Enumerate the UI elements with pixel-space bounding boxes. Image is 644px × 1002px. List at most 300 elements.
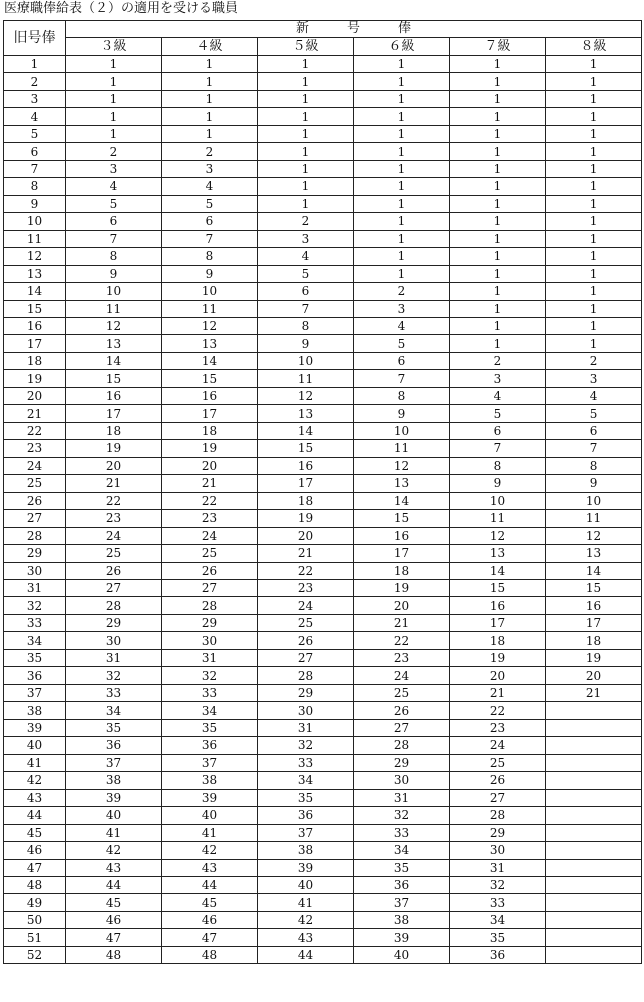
old-step-cell: 14	[4, 283, 66, 300]
grade3-cell: 7	[66, 230, 162, 247]
old-step-cell: 20	[4, 387, 66, 404]
old-step-cell: 4	[4, 108, 66, 125]
header-row-top	[4, 21, 642, 38]
grade4-cell: 8	[162, 248, 258, 265]
grade7-cell: 1	[450, 317, 546, 334]
grade5-cell: 1	[258, 90, 354, 107]
old-step-cell: 6	[4, 143, 66, 160]
grade3-cell: 33	[66, 684, 162, 701]
grade6-cell: 4	[354, 317, 450, 334]
grade4-cell: 26	[162, 562, 258, 579]
grade3-cell: 29	[66, 614, 162, 631]
grade8-cell: 9	[546, 475, 642, 492]
old-step-cell: 27	[4, 510, 66, 527]
grade3-cell: 22	[66, 492, 162, 509]
old-step-cell: 16	[4, 317, 66, 334]
grade5-cell: 44	[258, 946, 354, 963]
old-step-cell: 25	[4, 475, 66, 492]
grade3-cell: 44	[66, 876, 162, 893]
grade8-cell: 12	[546, 527, 642, 544]
grade6-cell: 17	[354, 545, 450, 562]
old-step-cell: 47	[4, 859, 66, 876]
grade8-cell: 19	[546, 649, 642, 666]
grade7-cell: 17	[450, 614, 546, 631]
grade6-cell: 25	[354, 684, 450, 701]
grade3-cell: 43	[66, 859, 162, 876]
table-row	[4, 73, 642, 90]
grade6-cell: 38	[354, 911, 450, 928]
grade5-cell: 34	[258, 772, 354, 789]
grade5-cell: 6	[258, 283, 354, 300]
grade6-cell: 39	[354, 929, 450, 946]
grade3-cell: 17	[66, 405, 162, 422]
grade6-cell: 29	[354, 754, 450, 771]
table-row	[4, 387, 642, 404]
grade6-cell: 10	[354, 422, 450, 439]
grade8-cell	[546, 859, 642, 876]
grade7-cell: 1	[450, 195, 546, 212]
grade5-cell: 1	[258, 55, 354, 72]
grade3-cell: 2	[66, 143, 162, 160]
grade6-cell: 5	[354, 335, 450, 352]
grade3-cell: 19	[66, 440, 162, 457]
grade3-cell: 5	[66, 195, 162, 212]
grade6-cell: 1	[354, 160, 450, 177]
grade6-cell: 11	[354, 440, 450, 457]
grade8-cell: 16	[546, 597, 642, 614]
grade8-cell	[546, 702, 642, 719]
grade4-cell: 16	[162, 387, 258, 404]
grade-header: ５級	[258, 38, 354, 55]
table-row	[4, 90, 642, 107]
grade4-cell: 3	[162, 160, 258, 177]
grade4-cell: 48	[162, 946, 258, 963]
table-row	[4, 283, 642, 300]
table-row	[4, 108, 642, 125]
grade8-cell	[546, 807, 642, 824]
old-step-cell: 31	[4, 580, 66, 597]
grade7-cell: 13	[450, 545, 546, 562]
table-row	[4, 772, 642, 789]
grade3-cell: 23	[66, 510, 162, 527]
grade8-cell: 1	[546, 265, 642, 282]
table-row	[4, 719, 642, 736]
grade8-cell: 1	[546, 283, 642, 300]
old-step-cell: 35	[4, 649, 66, 666]
grade3-cell: 18	[66, 422, 162, 439]
grade3-cell: 28	[66, 597, 162, 614]
grade7-cell: 20	[450, 667, 546, 684]
grade3-cell: 16	[66, 387, 162, 404]
grade7-cell: 28	[450, 807, 546, 824]
grade3-cell: 41	[66, 824, 162, 841]
document-title: 医療職俸給表（２）の適用を受ける職員	[4, 1, 239, 16]
grade5-cell: 1	[258, 195, 354, 212]
table-row	[4, 527, 642, 544]
table-row	[4, 702, 642, 719]
old-step-cell: 41	[4, 754, 66, 771]
grade5-cell: 29	[258, 684, 354, 701]
grade6-cell: 35	[354, 859, 450, 876]
grade3-cell: 3	[66, 160, 162, 177]
grade7-cell: 1	[450, 335, 546, 352]
table-row	[4, 178, 642, 195]
grade4-cell: 10	[162, 283, 258, 300]
grade5-cell: 37	[258, 824, 354, 841]
grade6-cell: 34	[354, 842, 450, 859]
old-step-cell: 23	[4, 440, 66, 457]
salary-conversion-table	[3, 20, 642, 964]
table-row	[4, 335, 642, 352]
grade8-cell	[546, 946, 642, 963]
old-step-cell: 26	[4, 492, 66, 509]
grade-header: ３級	[66, 38, 162, 55]
grade4-cell: 14	[162, 352, 258, 369]
old-step-cell: 32	[4, 597, 66, 614]
grade8-cell: 10	[546, 492, 642, 509]
grade6-cell: 22	[354, 632, 450, 649]
grade8-cell	[546, 737, 642, 754]
grade3-cell: 42	[66, 842, 162, 859]
grade7-cell: 36	[450, 946, 546, 963]
grade6-cell: 20	[354, 597, 450, 614]
grade7-cell: 9	[450, 475, 546, 492]
grade3-cell: 1	[66, 90, 162, 107]
grade3-cell: 36	[66, 737, 162, 754]
old-step-header: 旧号俸	[4, 21, 66, 56]
grade6-cell: 18	[354, 562, 450, 579]
grade6-cell: 1	[354, 230, 450, 247]
new-step-header: 新号俸	[66, 21, 642, 38]
grade4-cell: 18	[162, 422, 258, 439]
old-step-cell: 21	[4, 405, 66, 422]
grade7-cell: 2	[450, 352, 546, 369]
grade3-cell: 9	[66, 265, 162, 282]
grade6-cell: 1	[354, 55, 450, 72]
old-step-cell: 46	[4, 842, 66, 859]
grade8-cell: 15	[546, 580, 642, 597]
old-step-cell: 3	[4, 90, 66, 107]
grade4-cell: 28	[162, 597, 258, 614]
grade4-cell: 1	[162, 90, 258, 107]
old-step-cell: 36	[4, 667, 66, 684]
grade6-cell: 1	[354, 178, 450, 195]
grade3-cell: 30	[66, 632, 162, 649]
old-step-cell: 7	[4, 160, 66, 177]
grade4-cell: 39	[162, 789, 258, 806]
table-row	[4, 510, 642, 527]
grade5-cell: 1	[258, 125, 354, 142]
grade8-cell: 1	[546, 73, 642, 90]
old-step-cell: 1	[4, 55, 66, 72]
grade7-cell: 35	[450, 929, 546, 946]
grade8-cell: 1	[546, 178, 642, 195]
grade4-cell: 47	[162, 929, 258, 946]
grade5-cell: 18	[258, 492, 354, 509]
grade7-cell: 18	[450, 632, 546, 649]
table-row	[4, 457, 642, 474]
grade7-cell: 16	[450, 597, 546, 614]
grade7-cell: 30	[450, 842, 546, 859]
grade5-cell: 31	[258, 719, 354, 736]
grade5-cell: 5	[258, 265, 354, 282]
grade4-cell: 5	[162, 195, 258, 212]
grade5-cell: 2	[258, 213, 354, 230]
grade4-cell: 24	[162, 527, 258, 544]
grade7-cell: 1	[450, 248, 546, 265]
grade5-cell: 19	[258, 510, 354, 527]
grade3-cell: 47	[66, 929, 162, 946]
grade7-cell: 24	[450, 737, 546, 754]
old-step-cell: 28	[4, 527, 66, 544]
grade3-cell: 20	[66, 457, 162, 474]
grade4-cell: 44	[162, 876, 258, 893]
grade7-cell: 8	[450, 457, 546, 474]
grade7-cell: 1	[450, 160, 546, 177]
grade6-cell: 16	[354, 527, 450, 544]
grade8-cell: 1	[546, 108, 642, 125]
grade4-cell: 45	[162, 894, 258, 911]
grade8-cell: 1	[546, 195, 642, 212]
grade3-cell: 39	[66, 789, 162, 806]
grade5-cell: 42	[258, 911, 354, 928]
grade3-cell: 1	[66, 73, 162, 90]
grade5-cell: 12	[258, 387, 354, 404]
grade7-cell: 6	[450, 422, 546, 439]
grade6-cell: 1	[354, 213, 450, 230]
grade3-cell: 32	[66, 667, 162, 684]
table-row	[4, 614, 642, 631]
grade7-cell: 1	[450, 73, 546, 90]
grade3-cell: 13	[66, 335, 162, 352]
grade7-cell: 34	[450, 911, 546, 928]
old-step-cell: 50	[4, 911, 66, 928]
header-row-grades	[4, 38, 642, 55]
old-step-cell: 49	[4, 894, 66, 911]
grade8-cell	[546, 842, 642, 859]
table-row	[4, 649, 642, 666]
grade5-cell: 24	[258, 597, 354, 614]
grade8-cell: 2	[546, 352, 642, 369]
grade-header: ８級	[546, 38, 642, 55]
grade4-cell: 25	[162, 545, 258, 562]
grade7-cell: 23	[450, 719, 546, 736]
grade5-cell: 23	[258, 580, 354, 597]
old-step-cell: 44	[4, 807, 66, 824]
grade8-cell: 18	[546, 632, 642, 649]
grade6-cell: 1	[354, 125, 450, 142]
grade4-cell: 46	[162, 911, 258, 928]
grade5-cell: 16	[258, 457, 354, 474]
grade8-cell: 5	[546, 405, 642, 422]
old-step-cell: 9	[4, 195, 66, 212]
old-step-cell: 29	[4, 545, 66, 562]
grade8-cell: 1	[546, 55, 642, 72]
grade7-cell: 33	[450, 894, 546, 911]
grade6-cell: 1	[354, 73, 450, 90]
grade4-cell: 7	[162, 230, 258, 247]
old-step-cell: 40	[4, 737, 66, 754]
grade3-cell: 27	[66, 580, 162, 597]
table-row	[4, 370, 642, 387]
grade8-cell	[546, 911, 642, 928]
grade7-cell: 26	[450, 772, 546, 789]
grade6-cell: 40	[354, 946, 450, 963]
grade5-cell: 10	[258, 352, 354, 369]
grade-header: ４級	[162, 38, 258, 55]
grade4-cell: 4	[162, 178, 258, 195]
table-row	[4, 842, 642, 859]
table-row	[4, 737, 642, 754]
grade6-cell: 30	[354, 772, 450, 789]
grade7-cell: 1	[450, 265, 546, 282]
grade6-cell: 26	[354, 702, 450, 719]
grade4-cell: 41	[162, 824, 258, 841]
grade7-cell: 11	[450, 510, 546, 527]
old-step-cell: 34	[4, 632, 66, 649]
grade5-cell: 4	[258, 248, 354, 265]
grade3-cell: 31	[66, 649, 162, 666]
grade3-cell: 26	[66, 562, 162, 579]
old-step-cell: 42	[4, 772, 66, 789]
grade7-cell: 10	[450, 492, 546, 509]
grade6-cell: 31	[354, 789, 450, 806]
table-row	[4, 876, 642, 893]
grade8-cell	[546, 719, 642, 736]
old-step-cell: 30	[4, 562, 66, 579]
grade8-cell	[546, 754, 642, 771]
grade8-cell	[546, 929, 642, 946]
grade6-cell: 1	[354, 195, 450, 212]
old-step-cell: 52	[4, 946, 66, 963]
grade5-cell: 22	[258, 562, 354, 579]
grade5-cell: 7	[258, 300, 354, 317]
grade7-cell: 15	[450, 580, 546, 597]
old-step-cell: 18	[4, 352, 66, 369]
table-row	[4, 580, 642, 597]
grade6-cell: 1	[354, 265, 450, 282]
grade5-cell: 1	[258, 160, 354, 177]
grade4-cell: 22	[162, 492, 258, 509]
grade7-cell: 1	[450, 213, 546, 230]
grade6-cell: 1	[354, 90, 450, 107]
table-row	[4, 317, 642, 334]
grade4-cell: 27	[162, 580, 258, 597]
old-step-cell: 10	[4, 213, 66, 230]
grade6-cell: 2	[354, 283, 450, 300]
grade4-cell: 35	[162, 719, 258, 736]
grade4-cell: 19	[162, 440, 258, 457]
grade3-cell: 46	[66, 911, 162, 928]
table-row	[4, 667, 642, 684]
grade4-cell: 34	[162, 702, 258, 719]
grade6-cell: 6	[354, 352, 450, 369]
grade4-cell: 31	[162, 649, 258, 666]
grade7-cell: 25	[450, 754, 546, 771]
grade3-cell: 48	[66, 946, 162, 963]
grade3-cell: 40	[66, 807, 162, 824]
old-step-cell: 51	[4, 929, 66, 946]
grade4-cell: 17	[162, 405, 258, 422]
grade6-cell: 33	[354, 824, 450, 841]
grade-header: ７級	[450, 38, 546, 55]
grade3-cell: 15	[66, 370, 162, 387]
grade8-cell: 1	[546, 317, 642, 334]
old-step-cell: 19	[4, 370, 66, 387]
grade7-cell: 4	[450, 387, 546, 404]
grade7-cell: 3	[450, 370, 546, 387]
grade4-cell: 23	[162, 510, 258, 527]
grade4-cell: 30	[162, 632, 258, 649]
grade5-cell: 1	[258, 108, 354, 125]
old-step-cell: 11	[4, 230, 66, 247]
grade5-cell: 41	[258, 894, 354, 911]
table-row	[4, 230, 642, 247]
grade8-cell: 1	[546, 300, 642, 317]
grade7-cell: 14	[450, 562, 546, 579]
table-row	[4, 632, 642, 649]
grade6-cell: 19	[354, 580, 450, 597]
grade3-cell: 45	[66, 894, 162, 911]
grade6-cell: 1	[354, 248, 450, 265]
grade6-cell: 1	[354, 143, 450, 160]
old-step-cell: 22	[4, 422, 66, 439]
grade6-cell: 21	[354, 614, 450, 631]
old-step-cell: 38	[4, 702, 66, 719]
grade6-cell: 7	[354, 370, 450, 387]
table-row	[4, 475, 642, 492]
table-row	[4, 265, 642, 282]
grade5-cell: 13	[258, 405, 354, 422]
old-step-cell: 8	[4, 178, 66, 195]
grade8-cell: 21	[546, 684, 642, 701]
grade8-cell: 1	[546, 143, 642, 160]
grade4-cell: 15	[162, 370, 258, 387]
table-row	[4, 946, 642, 963]
grade6-cell: 8	[354, 387, 450, 404]
grade6-cell: 9	[354, 405, 450, 422]
grade5-cell: 35	[258, 789, 354, 806]
grade5-cell: 3	[258, 230, 354, 247]
grade7-cell: 29	[450, 824, 546, 841]
grade4-cell: 36	[162, 737, 258, 754]
grade6-cell: 12	[354, 457, 450, 474]
grade6-cell: 14	[354, 492, 450, 509]
table-body	[4, 55, 642, 963]
grade4-cell: 38	[162, 772, 258, 789]
grade5-cell: 32	[258, 737, 354, 754]
table-row	[4, 894, 642, 911]
table-row	[4, 807, 642, 824]
grade4-cell: 11	[162, 300, 258, 317]
grade3-cell: 6	[66, 213, 162, 230]
table-row	[4, 545, 642, 562]
grade3-cell: 11	[66, 300, 162, 317]
old-step-cell: 43	[4, 789, 66, 806]
grade7-cell: 1	[450, 230, 546, 247]
grade3-cell: 1	[66, 55, 162, 72]
grade7-cell: 31	[450, 859, 546, 876]
grade7-cell: 22	[450, 702, 546, 719]
grade5-cell: 39	[258, 859, 354, 876]
grade3-cell: 35	[66, 719, 162, 736]
old-step-cell: 13	[4, 265, 66, 282]
grade4-cell: 13	[162, 335, 258, 352]
grade8-cell: 8	[546, 457, 642, 474]
grade7-cell: 12	[450, 527, 546, 544]
old-step-cell: 12	[4, 248, 66, 265]
grade5-cell: 9	[258, 335, 354, 352]
